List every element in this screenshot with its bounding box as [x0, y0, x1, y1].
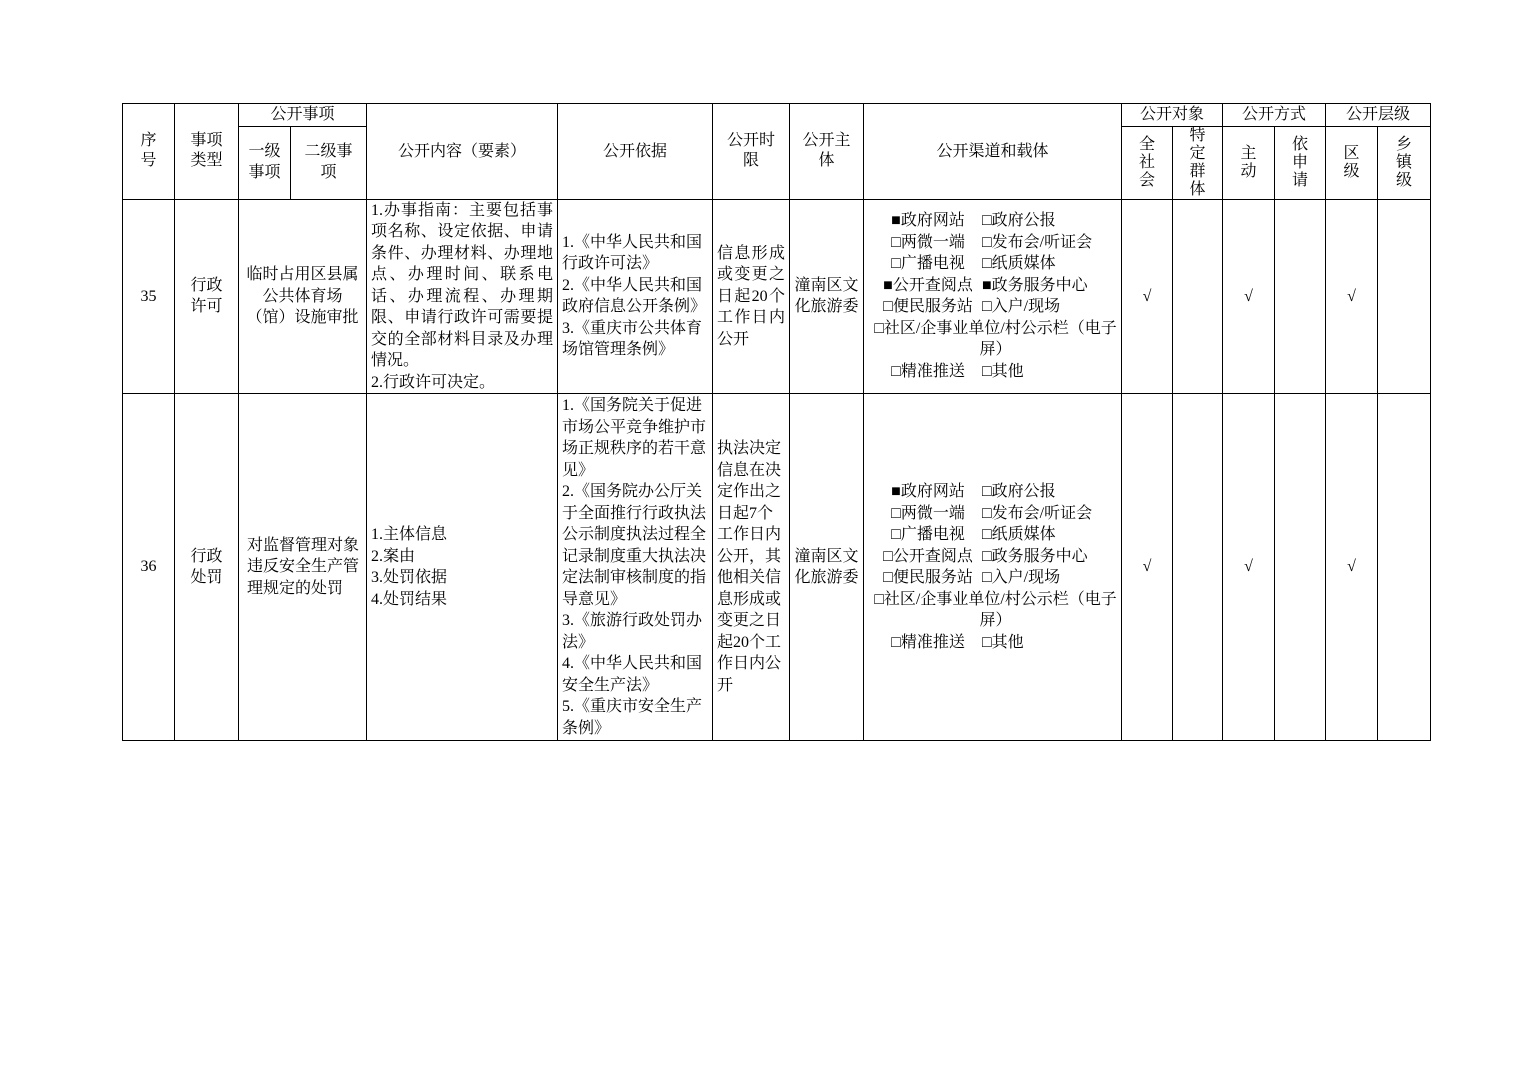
header-audience-all: 全社会	[1122, 126, 1173, 199]
channel-option: □社区/企事业单位/村公示栏（电子屏）	[874, 590, 1117, 629]
row-channels	[864, 199, 1122, 394]
channel-option: □广播电视	[891, 526, 965, 543]
row-level-town	[1378, 199, 1431, 394]
row-type: 行政处罚	[175, 394, 239, 741]
header-level1: 一级事项	[239, 126, 291, 199]
basis-line: 3.《重庆市公共体育场馆管理条例》	[562, 319, 703, 359]
basis-line: 2.《中华人民共和国政府信息公开条例》	[562, 276, 707, 316]
header-audience-group: 公开对象	[1122, 104, 1223, 127]
header-level-group: 公开层级	[1326, 104, 1431, 127]
basis-line: 4.《中华人民共和国安全生产法》	[562, 655, 703, 694]
header-items-group: 公开事项	[239, 104, 367, 127]
row-level-district: √	[1326, 394, 1378, 741]
header-level-town: 乡镇级	[1378, 126, 1431, 199]
row-item: 临时占用区县属公共体育场（馆）设施审批	[239, 199, 367, 394]
header-seq: 序号	[123, 104, 175, 200]
row-audience-specific	[1173, 199, 1223, 394]
channel-option: □其他	[982, 362, 1024, 380]
channel-option: □广播电视	[891, 255, 965, 273]
row-subject: 潼南区文化旅游委	[790, 199, 864, 394]
row-item: 对监督管理对象违反安全生产管理规定的处罚	[239, 394, 367, 741]
basis-line: 5.《重庆市安全生产条例》	[562, 698, 703, 737]
row-time-limit: 执法决定信息在决定作出之日起7个工作日内公开，其他相关信息形成或变更之日起20个工作日内公开	[713, 394, 790, 741]
header-audience-specific: 特定群体	[1173, 126, 1223, 199]
header-basis: 公开依据	[558, 104, 713, 200]
header-subject: 公开主体	[790, 104, 864, 200]
channel-option: □入户/现场	[982, 569, 1061, 586]
header-level-district: 区级	[1326, 126, 1378, 199]
content-line: 2.行政许可决定。	[371, 373, 496, 391]
row-subject: 潼南区文化旅游委	[790, 394, 864, 741]
row-channels	[864, 394, 1122, 741]
channel-option: □便民服务站	[883, 298, 973, 316]
channel-option: □便民服务站	[883, 569, 973, 586]
header-type: 事项类型	[175, 104, 239, 200]
row-seq: 36	[123, 394, 175, 741]
channel-option: □其他	[982, 633, 1024, 651]
channel-option: □政府公报	[982, 212, 1056, 230]
row-audience-specific	[1173, 394, 1223, 741]
content-line: 1.办事指南：主要包括事项名称、设定依据、申请条件、办理材料、办理地点、办理时间、联系电话、办理流程、办理期限、申请行政许可需要提交的全部材料目录及办理情况。	[371, 201, 554, 369]
row-type: 行政许可	[175, 199, 239, 394]
header-method-group: 公开方式	[1223, 104, 1326, 127]
content-line: 4.处罚结果	[371, 590, 448, 608]
header-channels: 公开渠道和载体	[864, 104, 1122, 200]
channel-option: □社区/企事业单位/村公示栏（电子屏）	[874, 319, 1117, 359]
row-basis	[558, 199, 713, 394]
row-method-active: √	[1223, 199, 1275, 394]
channel-option: □入户/现场	[982, 298, 1061, 316]
header-row-top	[123, 104, 1431, 127]
row-level-town	[1378, 394, 1431, 741]
row-method-active: √	[1223, 394, 1275, 741]
channel-option: ■政府网站	[891, 212, 965, 230]
row-seq: 35	[123, 199, 175, 394]
channel-option: □政务服务中心	[982, 547, 1088, 565]
basis-line: 1.《国务院关于促进市场公平竞争维护市场正规秩序的若干意见》	[562, 397, 707, 479]
row-time-limit: 信息形成或变更之日起20个工作日内公开	[713, 199, 790, 394]
disclosure-table	[122, 103, 1431, 741]
header-time-limit: 公开时限	[713, 104, 790, 200]
table-row	[123, 199, 1431, 394]
basis-line: 2.《国务院办公厅关于全面推行行政执法公示制度执法过程全记录制度重大执法决定法制审核制度的指导意见》	[562, 483, 707, 608]
basis-line: 3.《旅游行政处罚办法》	[562, 612, 703, 651]
row-content	[367, 199, 558, 394]
row-audience-all: √	[1122, 199, 1173, 394]
channel-option: □政府公报	[982, 483, 1056, 500]
content-line: 2.案由	[371, 547, 416, 565]
channel-option: □纸质媒体	[982, 526, 1056, 543]
channel-option: ■政务服务中心	[982, 276, 1088, 294]
table-row	[123, 394, 1431, 741]
basis-line: 1.《中华人民共和国行政许可法》	[562, 233, 703, 273]
channel-option: □两微一端	[891, 233, 965, 251]
header-level2: 二级事项	[291, 126, 367, 199]
channel-option: □精准推送	[891, 362, 965, 380]
row-level-district: √	[1326, 199, 1378, 394]
header-content: 公开内容（要素）	[367, 104, 558, 200]
channel-option: □发布会/听证会	[982, 233, 1093, 251]
header-method-request: 依申请	[1275, 126, 1326, 199]
channel-option: ■政府网站	[891, 483, 965, 500]
channel-option: ■公开查阅点	[883, 276, 973, 294]
row-content	[367, 394, 558, 741]
channel-option: □发布会/听证会	[982, 504, 1093, 522]
row-method-request	[1275, 199, 1326, 394]
row-audience-all: √	[1122, 394, 1173, 741]
channel-option: □两微一端	[891, 504, 965, 522]
content-line: 1.主体信息	[371, 526, 448, 543]
header-method-active: 主动	[1223, 126, 1275, 199]
row-basis	[558, 394, 713, 741]
content-line: 3.处罚依据	[371, 569, 448, 586]
row-method-request	[1275, 394, 1326, 741]
channel-option: □纸质媒体	[982, 255, 1056, 273]
channel-option: □精准推送	[891, 633, 965, 651]
channel-option: □公开查阅点	[883, 547, 973, 565]
